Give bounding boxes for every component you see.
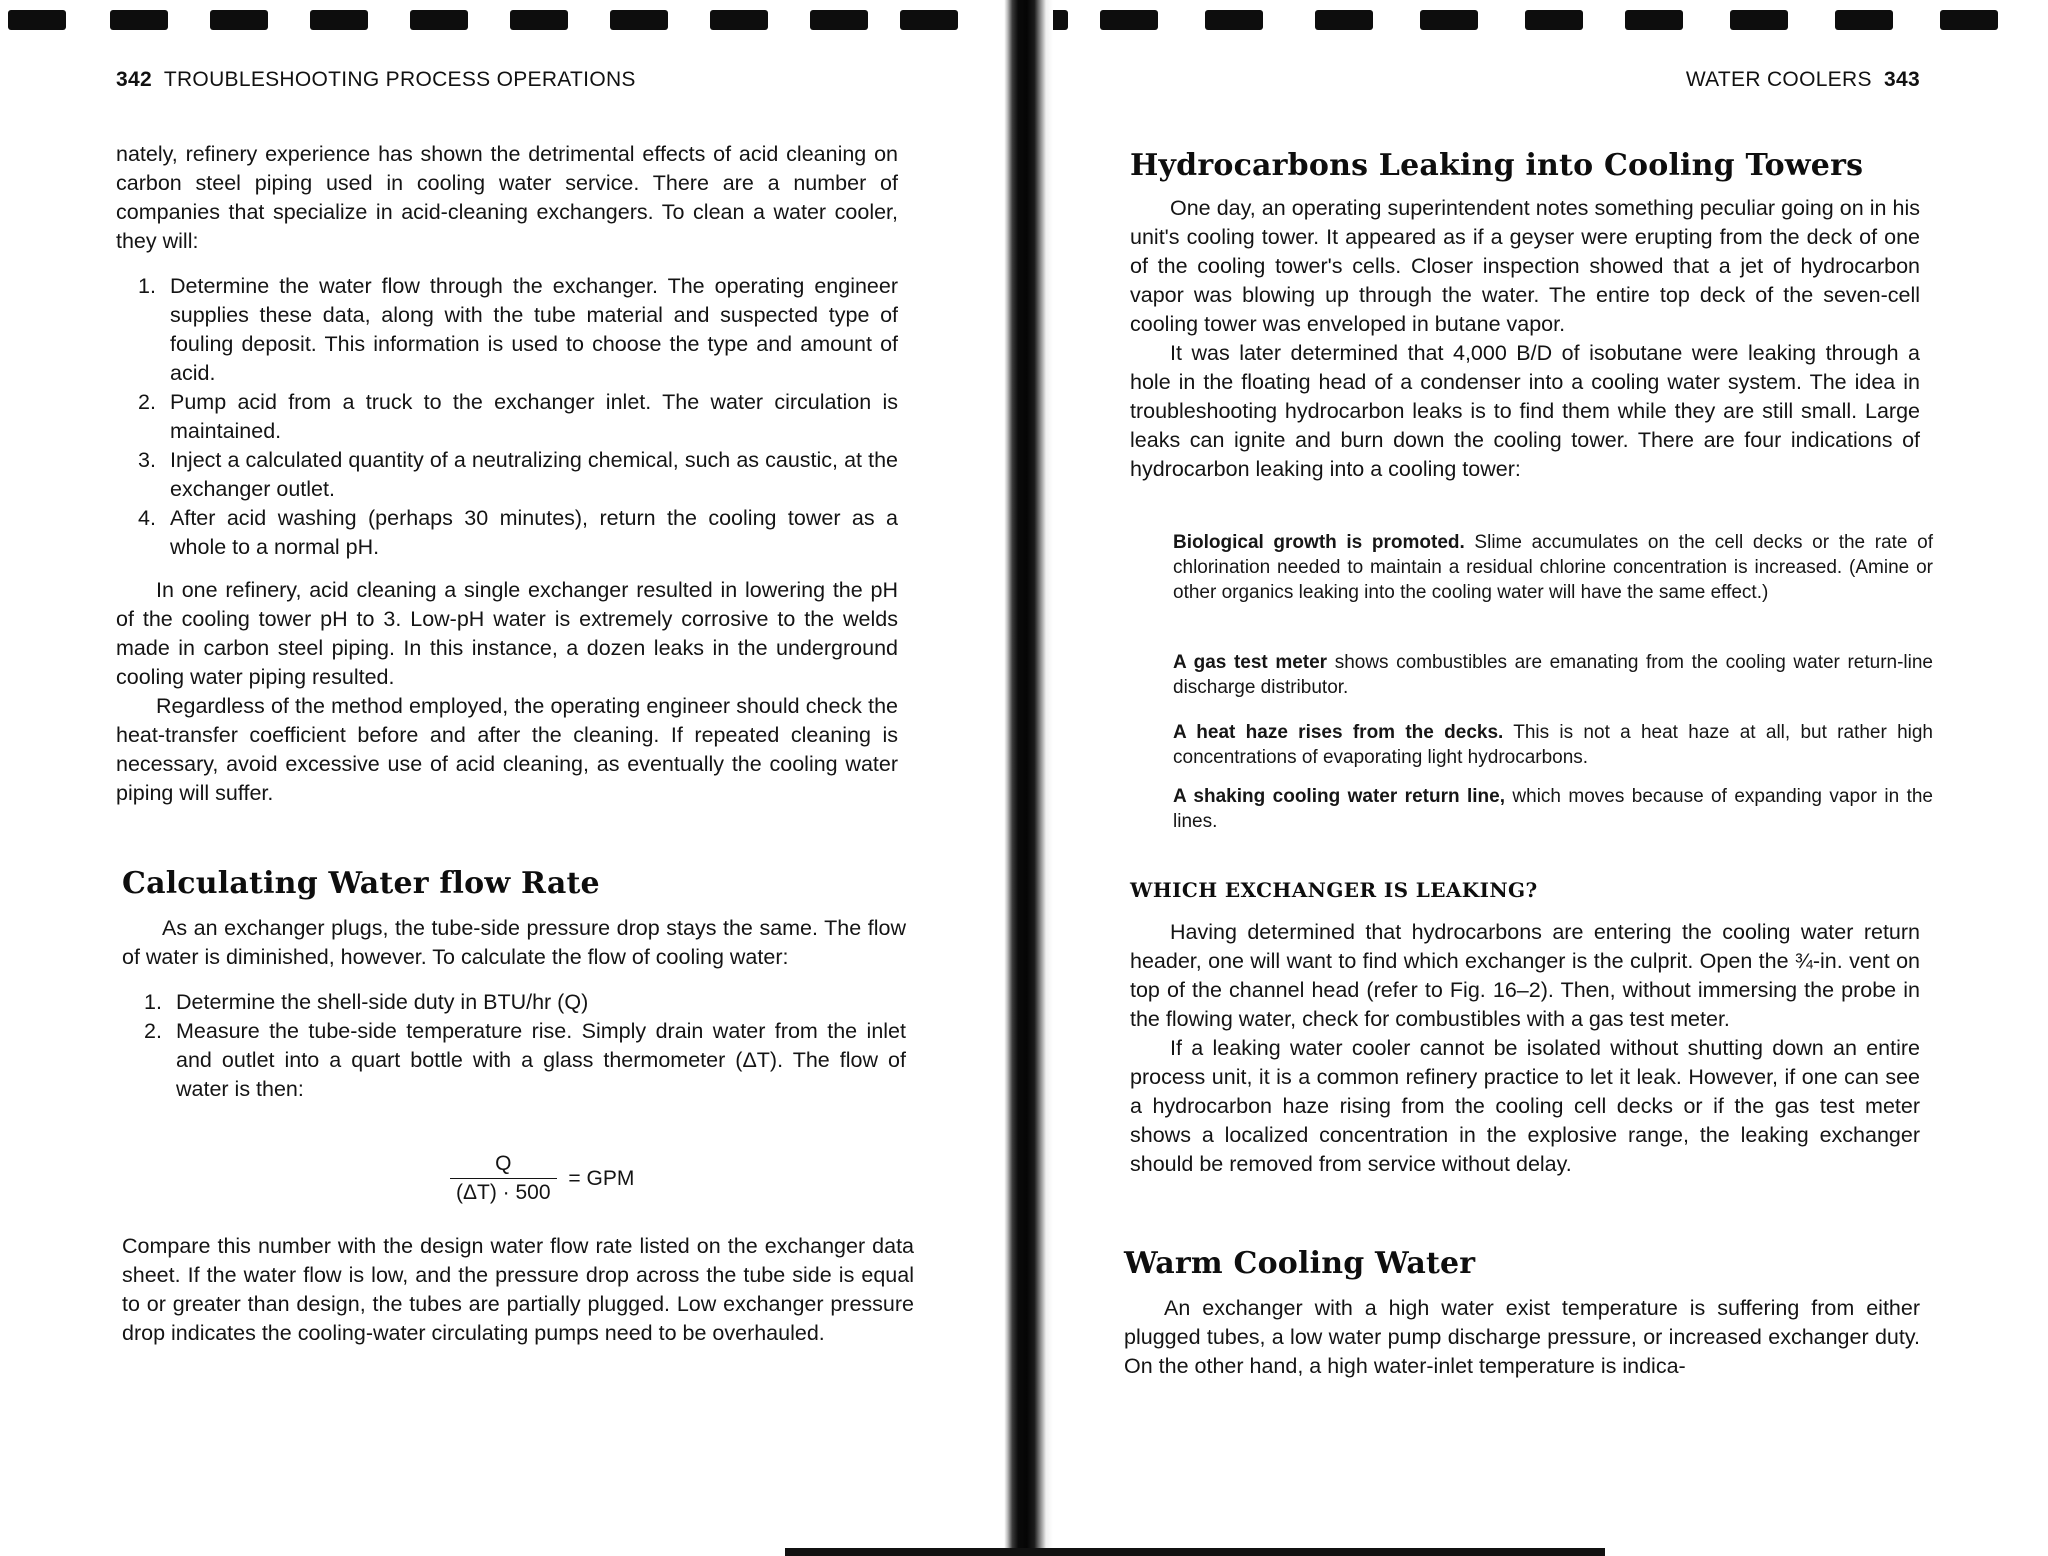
list-item: 1. Determine the water flow through the exchanger. The operating engineer supplies these data, along with the tube material and suspected type of fouling deposit. This information is used to choose the type and amount of acid. [138,274,898,385]
left-body-top [116,140,898,808]
list-item: 1. Determine the shell-side duty in BTU/hr (Q) [144,990,589,1014]
formula-fraction [450,1150,557,1207]
indication-list-item: Biological growth is promoted. Slime accumulates on the cell decks or the rate of chlorination needed to maintain a residual chlorine concentration is increased. (Amine or other organics leaking into the cooling water will have the same effect.) [1173,532,1933,603]
left-page [0,0,990,1556]
geyser-paragraph: One day, an operating superintendent notes something peculiar going on in his unit's cooling tower. It appeared as if a geyser were erupting from the deck of one of the cooling tower's cells. Closer inspection showed that a jet of hydrocarbon vapor was blowing up through the water. The entire top deck of the seven-cell cooling tower was enveloped in butane vapor. [1130,196,1920,336]
indication-list-item: A shaking cooling water return line, which moves because of expanding vapor in the lines. [1173,786,1933,832]
right-body-top [1130,194,1920,484]
subsection-heading-which-exchanger: WHICH EXCHANGER IS LEAKING? [1130,878,1538,902]
section-heading-warm-water: Warm Cooling Water [1124,1246,1476,1281]
list-item: 3. Inject a calculated quantity of a neutralizing chemical, such as caustic, at the exchanger outlet. [138,448,898,501]
list-item: 4. After acid washing (perhaps 30 minutes), return the cooling tower as a whole to a normal pH. [138,506,898,559]
compare-block [122,1232,914,1348]
section-heading-flow-rate: Calculating Water flow Rate [122,866,600,901]
right-body-bottom [1124,1294,1920,1381]
running-head-title: WATER COOLERS [1685,68,1872,91]
formula-numerator: Q [450,1150,557,1179]
isobutane-paragraph: It was later determined that 4,000 B/D of isobutane were leaking through a hole in the floating head of a condenser into a cooling water system. The idea in troubleshooting hydrocarbon leaks is to find them while they are still small. Large leaks can ignite and burn down the cooling tower. There are four indications of hydrocarbon leaking into a cooling tower: [1130,341,1920,481]
list-item: 2. Measure the tube-side temperature rise. Simply drain water from the inlet and outlet into a quart bottle with a glass thermometer (ΔT). The flow of water is then: [144,1019,906,1101]
refinery-paragraph: In one refinery, acid cleaning a single exchanger resulted in lowering the pH of the cooling tower pH to 3. Low-pH water is extremely corrosive to the welds made in carbon steel piping. In this instance, a dozen leaks in the underground cooling water piping resulted. [116,578,898,689]
right-page [1058,0,2048,1556]
running-head-title: TROUBLESHOOTING PROCESS OPERATIONS [163,68,636,91]
determined-paragraph: Having determined that hydrocarbons are entering the cooling water return header, one will want to find which exchanger is the culprit. Open the ¾-in. vent on top of the channel head (refer to Fig. 16–2). Then, without immersing the probe in the flowing water, check for combustibles with a gas test meter. [1130,920,1920,1031]
left-body-bottom [122,914,906,1118]
indication-list-item: A heat haze rises from the decks. This is not a heat haze at all, but rather high concentrations of evaporating light hydrocarbons. [1173,722,1933,768]
compare-paragraph: Compare this number with the design water flow rate listed on the exchanger data sheet. If the water flow is low, and the pressure drop across the tube side is equal to or greater than design, the tubes are partially plugged. Low exchanger pressure drop indicates the cooling-water circulating pumps need to be overhauled. [122,1234,914,1345]
flow-intro-paragraph: As an exchanger plugs, the tube-side pressure drop stays the same. The flow of water is diminished, however. To calculate the flow of cooling water: [122,916,906,969]
indication-list-item: A gas test meter shows combustibles are emanating from the cooling water return-line discharge distributor. [1173,652,1933,698]
method-paragraph: Regardless of the method employed, the operating engineer should check the heat-transfer coefficient before and after the cleaning. If repeated cleaning is necessary, avoid excessive use of acid cleaning, as eventually the cooling water piping will suffer. [116,694,898,805]
intro-paragraph: nately, refinery experience has shown the detrimental effects of acid cleaning on carbon steel piping used in cooling water service. There are a number of companies that specialize in acid-cleaning exchangers. To clean a water cooler, they will: [116,142,898,253]
running-head [116,68,636,92]
isolated-paragraph: If a leaking water cooler cannot be isolated without shutting down an entire process unit, it is a common refinery practice to let it leak. However, if one can see a hydrocarbon haze rising from the cooling cell decks or if the gas test meter shows a localized concentration in the explosive range, the leaking exchanger should be removed from service without delay. [1130,1036,1920,1176]
gpm-formula [450,1150,634,1207]
section-heading-hydrocarbons: Hydrocarbons Leaking into Cooling Towers [1130,148,1864,183]
book-spine-shadow [995,0,1053,1556]
page-number: 342 [116,68,152,91]
acid-cleaning-steps [116,272,898,562]
flow-steps [122,988,906,1104]
formula-denominator: (ΔT) · 500 [456,1181,551,1204]
page-number: 343 [1884,68,1920,91]
formula-result: = GPM [568,1166,635,1190]
warm-paragraph: An exchanger with a high water exist temperature is suffering from either plugged tubes, a low water pump discharge pressure, or increased exchanger duty. On the other hand, a high water-inlet temperature is indica- [1124,1296,1920,1378]
right-body-middle [1130,918,1920,1179]
running-head [1686,68,1920,92]
list-item: 2. Pump acid from a truck to the exchanger inlet. The water circulation is maintained. [138,390,898,443]
